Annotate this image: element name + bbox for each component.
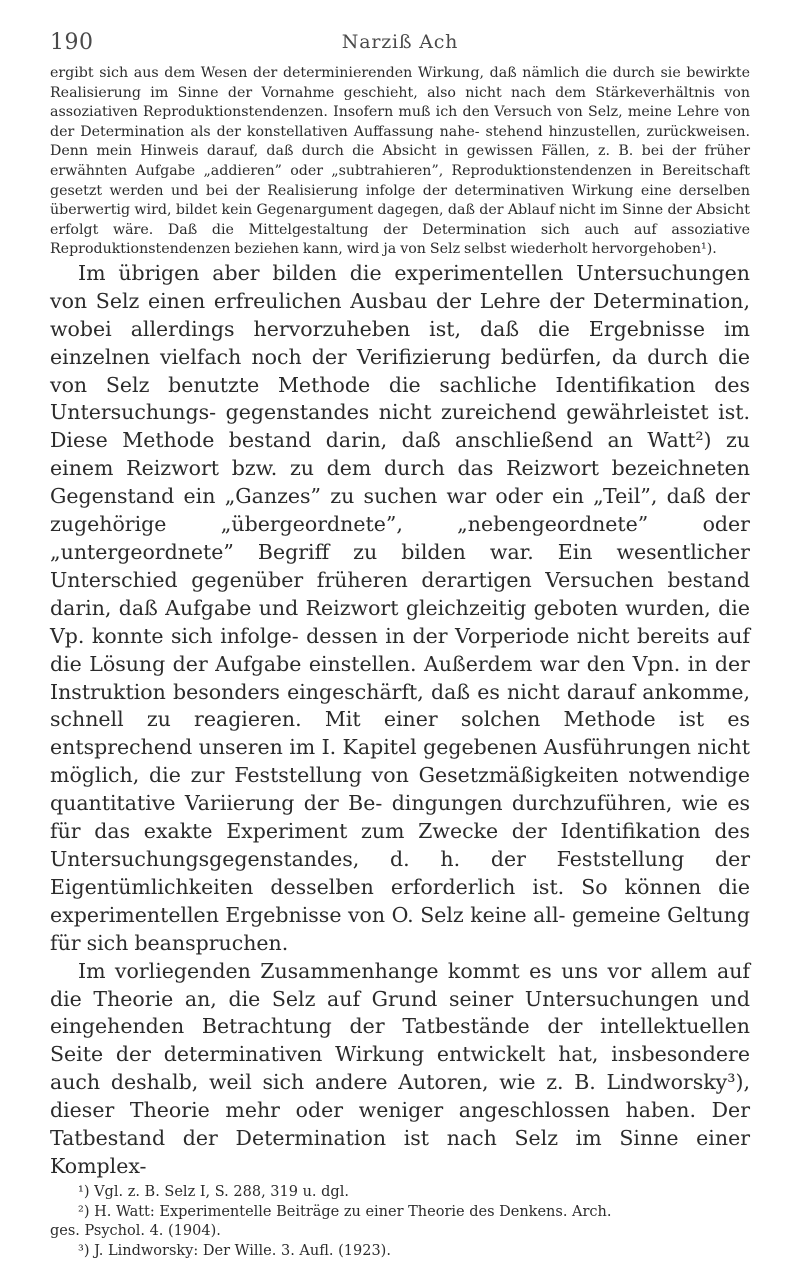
page-number: 190 [50,30,94,55]
text-line: nicht nach dem Stärkeverhältnis von assoziativen [50,84,750,121]
text-line: der Feststellung der Eigentümlichkeiten desselben erforderlich ist. [50,846,750,899]
text-line: oder „subtrahieren”, Reproduktionstendenzen in Bereitschaft gesetzt werden [50,162,751,199]
body-paragraph-1 [50,260,750,958]
body-paragraph-2 [50,958,750,1181]
text-line: Sinne der Absicht erfolgt wäre. Daß die Mittelgestaltung der Determination [50,202,751,238]
text-line: Selz selbst wiederholt hervorgehoben¹). [429,241,717,258]
text-line: Mit einer solchen Methode ist es entsprechend unseren im I. Kapitel [50,707,750,760]
page-header [50,30,750,64]
footnote-1: ¹) Vgl. z. B. Selz I, S. 288, 319 u. dgl. [78,1183,349,1200]
text-line: von Selz einen erfreulichen Ausbau der Lehre der Determination, [50,288,750,313]
small-print-paragraph [50,64,750,260]
text-line: Im vorliegenden Zusammenhange kommt es uns vor allem [78,958,708,983]
text-line: gleichzeitig geboten wurden, die Vp. konnte sich infolge- [50,595,750,648]
text-line: Zwecke der Identifikation des Untersuchungsgegenstandes, d. h. [50,819,750,871]
text-line: stehend hinzustellen, zurückweisen. Denn mein Hinweis darauf, daß durch die [50,123,750,160]
text-line: Theorie mehr oder weniger angeschlossen haben. Der Tatbestand [50,1098,750,1151]
text-line: der Determination ist nach Selz im Sinne einer Komplex- [50,1126,750,1178]
text-line: Absicht in gewissen Fällen, z. B. bei der früher erwähnten Aufgabe „addieren” [50,143,751,179]
text-line: ergibt sich aus dem Wesen der determinierenden Wirkung, daß nämlich die [50,65,608,81]
text-line: eingehenden Betrachtung der Tatbestände der intellektuellen Seite [50,1014,750,1067]
text-line: „übergeordnete”, „nebengeordnete” oder „untergeordnete” Begriff [50,512,750,564]
text-line: der determinativen Wirkung entwickelt hat, insbesondere auch [50,1042,750,1095]
text-line: dingungen durchzuführen, wie es für das exakte Experiment zum [50,791,750,844]
text-line: überwertig wird, bildet kein Gegenargument dagegen, daß der Ablauf nicht im [50,202,618,219]
text-line: durch sie bewirkte Realisierung im Sinne der Vornahme geschieht, also [50,65,750,101]
text-line: benutzte Methode die sachliche Identifikation des Untersuchungs- [50,372,750,425]
text-line: meine Lehre von der Determination als der konstellativen Auffassung nahe- [50,104,750,140]
text-line: Gesetzmäßigkeiten notwendige quantitative Variierung der Be- [50,763,750,816]
text-line: zu bilden war. Ein wesentlicher Unterschied gegenüber früheren [50,540,750,592]
text-line: gegebenen Ausführungen nicht möglich, die zur Feststellung von [50,735,750,788]
text-line: deshalb, weil sich andere Autoren, wie z. B. Lindworsky³), dieser [50,1070,750,1123]
text-line: bzw. zu dem durch das Reizwort bezeichneten Gegenstand ein [50,456,750,509]
text-line: Reproduktionstendenzen. Insofern muß ich den Versuch von Selz, [143,104,623,121]
text-line: wobei allerdings hervorzuheben ist, daß die Ergebnisse im einzelnen [50,316,750,369]
text-line: eingeschärft, daß es nicht darauf ankomme, schnell zu reagieren. [50,679,750,732]
book-page [50,30,750,1262]
text-line: vielfach noch der Verifizierung bedürfen, da durch die von Selz [50,344,750,397]
text-line: sich auch auf assoziative Reproduktionstendenzen beziehen kann, wird ja von [50,221,751,258]
text-line: auf die Theorie an, die Selz auf Grund seiner Untersuchungen und [50,958,750,1011]
text-line: gegenstandes nicht zureichend gewährleistet ist. Diese Methode [50,400,750,453]
text-line: einstellen. Außerdem war den Vpn. in der Instruktion besonders [50,651,750,704]
text-line: derartigen Versuchen bestand darin, daß Aufgabe und Reizwort [50,567,750,620]
text-line: Im übrigen aber bilden die experimentellen Untersuchungen [78,260,750,285]
running-head: Narziß Ach [341,31,459,53]
text-line: So können die experimentellen Ergebnisse von O. Selz keine all- [50,874,750,927]
text-line: „Ganzes” zu suchen war oder ein „Teil”, daß der zugehörige [50,484,750,537]
text-line: dessen in der Vorperiode nicht bereits auf die Lösung der Aufgabe [50,623,750,676]
footnote-2: ²) H. Watt: Experimentelle Beiträge zu einer Theorie des Denkens. Arch. [78,1203,612,1220]
footnote-2-continuation: ges. Psychol. 4. (1904). [50,1223,221,1240]
footnote-3: ³) J. Lindworsky: Der Wille. 3. Aufl. (1923). [78,1243,391,1260]
text-line: und bei der Realisierung infolge der determinativen Wirkung eine derselben [171,182,750,199]
footnotes [50,1183,750,1262]
text-line: bestand darin, daß anschließend an Watt²) zu einem Reizwort [50,428,750,481]
text-line: gemeine Geltung für sich beanspruchen. [50,902,750,955]
